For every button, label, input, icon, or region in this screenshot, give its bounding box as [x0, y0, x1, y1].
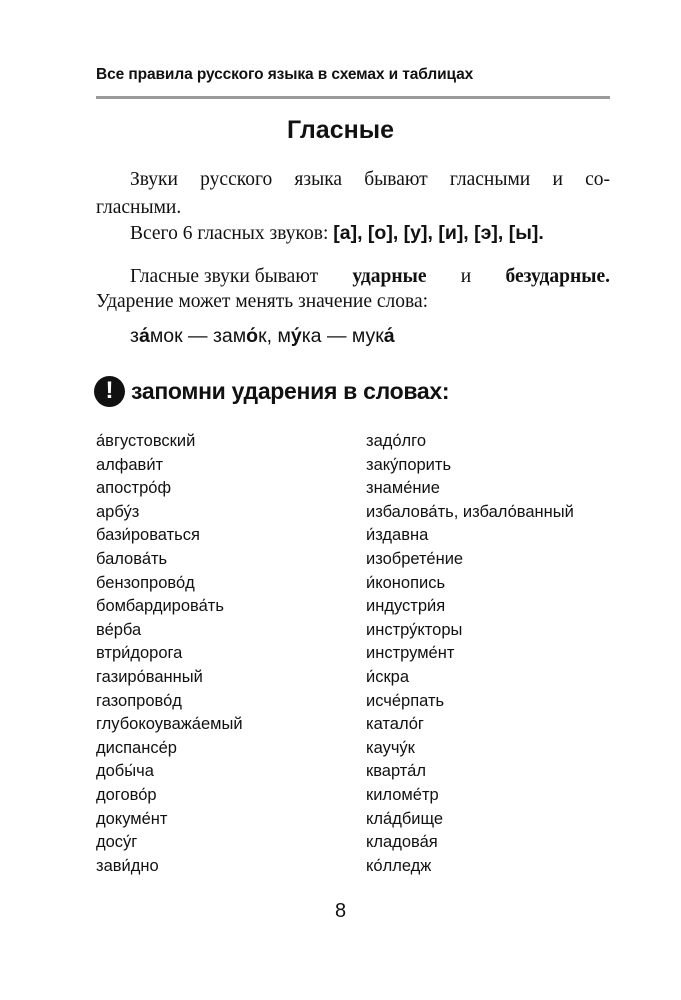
text: и — [460, 266, 472, 287]
paragraph-2 — [130, 219, 544, 248]
word-list-left — [96, 430, 243, 878]
list-item: кладова́я — [366, 833, 438, 852]
list-item: инстру́кторы — [366, 620, 463, 639]
list-item: кла́дбище — [366, 809, 444, 828]
header-divider — [96, 96, 610, 99]
stressed-term: ударные — [352, 266, 427, 287]
vowel-sounds-list: [а], [о], [у], [и], [э], [ы]. — [333, 222, 544, 244]
example-dash: — — [321, 325, 352, 347]
list-item: заку́порить — [366, 455, 452, 474]
vowel-count-text: Всего 6 гласных звуков: — [130, 223, 334, 244]
paragraph-3-line-2: Ударение может менять значение слова: — [96, 291, 429, 312]
list-item: балова́ть — [96, 549, 168, 568]
remember-heading-text: запомни ударения в словах: — [131, 377, 450, 404]
list-item: алфави́т — [96, 455, 164, 474]
list-item: арбу́з — [96, 502, 140, 521]
word: русского — [200, 169, 273, 190]
stress-example — [130, 325, 395, 348]
list-item: инструме́нт — [366, 644, 455, 663]
list-item: каучу́к — [366, 738, 415, 757]
word-list-right — [366, 430, 574, 878]
example-text: ка — [301, 325, 322, 347]
list-item: бензопрово́д — [96, 573, 195, 592]
word: языка — [294, 169, 343, 190]
word: гласными — [449, 169, 531, 190]
paragraph-1-line-2: гласными. — [96, 197, 182, 218]
list-item: апостро́ф — [96, 479, 172, 498]
word: Звуки — [130, 169, 178, 190]
list-item: втри́дорога — [96, 644, 183, 663]
list-item: досу́г — [96, 833, 138, 852]
list-item: ко́лледж — [366, 856, 432, 875]
word: со- — [585, 169, 610, 190]
list-item: бомбардирова́ть — [96, 597, 224, 616]
running-head: Все правила русского языка в схемах и таблицах — [96, 66, 474, 83]
stressed-vowel: а́ — [383, 325, 395, 347]
list-item: знаме́ние — [366, 479, 440, 498]
list-item: догово́р — [96, 785, 157, 804]
list-item: задо́лго — [366, 432, 427, 450]
list-item: а́вгустовский — [96, 432, 196, 450]
word: бывают — [364, 169, 428, 190]
paragraph-1-line-1 — [130, 166, 610, 194]
list-item: глубокоуважа́емый — [96, 715, 243, 734]
unstressed-term: безударные. — [505, 266, 610, 287]
list-item: киломе́тр — [366, 785, 439, 804]
list-item: ве́рба — [96, 620, 142, 639]
list-item: бази́роваться — [96, 526, 200, 545]
list-item: избалова́ть, избало́ванный — [366, 502, 574, 521]
list-item: и́здавна — [366, 526, 429, 545]
exclamation-icon: ! — [94, 376, 125, 407]
list-item: добы́ча — [96, 762, 154, 781]
example-text: м — [277, 325, 291, 347]
list-item: исче́рпать — [366, 691, 445, 710]
paragraph-3-line-1 — [130, 263, 610, 291]
page-number: 8 — [334, 900, 347, 922]
stressed-vowel: о́ — [246, 325, 259, 347]
remember-heading — [94, 374, 449, 408]
example-text: мук — [351, 325, 384, 347]
list-item: докуме́нт — [96, 809, 168, 828]
list-item: и́скра — [366, 667, 410, 686]
list-item: кварта́л — [366, 762, 426, 781]
list-item: зави́дно — [96, 856, 159, 875]
text: Гласные звуки бывают — [130, 266, 319, 287]
example-text: мок — [149, 325, 183, 347]
stressed-vowel: у́ — [290, 325, 302, 347]
page-title: Гласные — [287, 116, 394, 144]
list-item: газопрово́д — [96, 691, 182, 710]
example-dash: — — [182, 325, 213, 347]
example-text: зам — [212, 325, 247, 347]
word: и — [552, 169, 563, 190]
list-item: и́конопись — [366, 573, 446, 592]
list-item: газиро́ванный — [96, 667, 203, 686]
list-item: диспансе́р — [96, 738, 177, 757]
list-item: катало́г — [366, 715, 424, 734]
stressed-vowel: а́ — [138, 325, 150, 347]
list-item: изобрете́ние — [366, 549, 464, 568]
example-text: з — [130, 325, 139, 347]
example-text: к, — [258, 325, 278, 347]
list-item: индустри́я — [366, 597, 446, 616]
